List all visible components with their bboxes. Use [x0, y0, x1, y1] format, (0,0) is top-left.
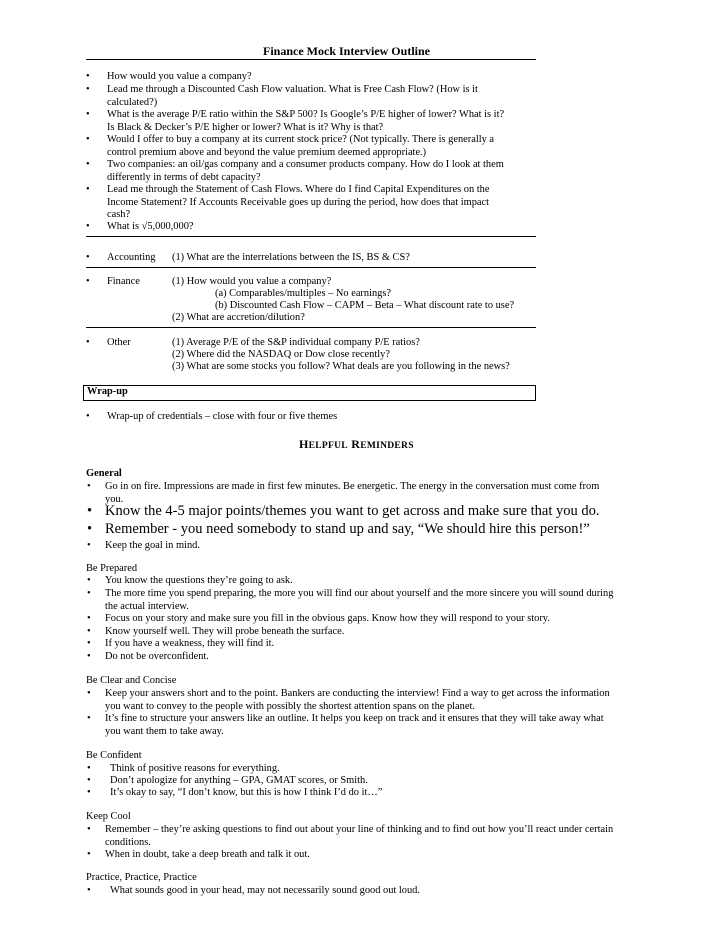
category-subitem: (a) Comparables/multiples – No earnings?: [215, 288, 392, 299]
wrapup-header-box: [83, 385, 536, 401]
category-text-accounting: (1) What are the interrelations between the IS, BS & CS?: [172, 252, 410, 263]
list-bullet: •: [86, 159, 90, 170]
title-underline: [86, 59, 536, 60]
question-item: How would you value a company?: [107, 71, 252, 82]
section-heading-prepared: Be Prepared: [86, 563, 138, 574]
wrapup-item: Wrap-up of credentials – close with four or five themes: [107, 411, 338, 422]
category-text-finance: (2) What are accretion/dilution?: [172, 312, 305, 323]
section-heading-practice: Practice, Practice, Practice: [86, 872, 197, 883]
list-bullet: •: [86, 109, 90, 120]
list-bullet: •: [86, 276, 90, 287]
section-heading-cool: Keep Cool: [86, 811, 131, 822]
reminder-item: When in doubt, take a deep breath and talk it out.: [105, 849, 310, 860]
list-bullet: •: [87, 540, 91, 551]
list-bullet: •: [86, 252, 90, 263]
list-bullet: •: [87, 503, 93, 519]
category-label-other: Other: [107, 337, 131, 348]
list-bullet: •: [86, 134, 90, 145]
list-bullet: •: [87, 521, 93, 537]
category-text-other: (2) Where did the NASDAQ or Dow close recently?: [172, 349, 390, 360]
list-bullet: •: [86, 184, 90, 195]
category-text-other: (1) Average P/E of the S&P individual company P/E ratios?: [172, 337, 420, 348]
category-text-finance: (1) How would you value a company?: [172, 276, 332, 287]
reminder-item: Go in on fire. Impressions are made in first few minutes. Be energetic. The energy in the conversation must come from you.: [105, 481, 600, 505]
list-bullet: •: [86, 84, 90, 95]
reminder-item: It’s okay to say, “I don’t know, but this is how I think I’d do it…”: [110, 787, 383, 798]
list-bullet: •: [87, 885, 91, 896]
list-bullet: •: [87, 481, 91, 492]
question-item: What is √5,000,000?: [107, 221, 194, 232]
section-heading-general: General: [86, 468, 122, 479]
reminder-item-emphasis: Remember - you need somebody to stand up and say, “We should hire this person!”: [105, 521, 590, 537]
question-item: Would I offer to buy a company at its current stock price? (Not typically. There is generally a control premium above and beyond the value premium deemed appropriate.): [107, 134, 495, 158]
question-item: Lead me through a Discounted Cash Flow valuation. What is Free Cash Flow? (How is it calculated?): [107, 84, 478, 108]
list-bullet: •: [87, 626, 91, 637]
category-subitem: (b) Discounted Cash Flow – CAPM – Beta – What discount rate to use?: [215, 300, 515, 311]
section-divider: [86, 327, 536, 328]
reminder-item: Keep the goal in mind.: [105, 540, 200, 551]
wrapup-heading: Wrap-up: [87, 386, 128, 397]
reminder-item: Keep your answers short and to the point. Bankers are conducting the interview! Find a way to get across the information you want to convey to the people with possibly the shortest attention spans on the planet.: [105, 688, 610, 712]
list-bullet: •: [87, 651, 91, 662]
list-bullet: •: [87, 588, 91, 599]
list-bullet: •: [87, 613, 91, 624]
reminder-item: Think of positive reasons for everything.: [110, 763, 280, 774]
question-item: What is the average P/E ratio within the S&P 500? Is Google’s P/E higher of lower? What is it? Is Black & Decker’s P/E higher or lower? What is it? Why is that?: [107, 109, 505, 133]
reminder-item: If you have a weakness, they will find it.: [105, 638, 275, 649]
list-bullet: •: [87, 787, 91, 798]
document-title: Finance Mock Interview Outline: [263, 44, 430, 58]
list-bullet: •: [87, 575, 91, 586]
reminder-item: Do not be overconfident.: [105, 651, 209, 662]
category-label-finance: Finance: [107, 276, 140, 287]
list-bullet: •: [87, 638, 91, 649]
question-item: Two companies: an oil/gas company and a consumer products company. How do I look at them differently in terms of debt capacity?: [107, 159, 504, 183]
list-bullet: •: [87, 849, 91, 860]
reminders-heading: HELPFUL REMINDERS: [299, 437, 414, 451]
list-bullet: •: [87, 775, 91, 786]
question-item: Lead me through the Statement of Cash Flows. Where do I find Capital Expenditures on the Income Statement? If Accounts Receivable goes up during the period, how does that impact cash?: [107, 184, 490, 220]
section-divider: [86, 267, 536, 268]
list-bullet: •: [86, 337, 90, 348]
list-bullet: •: [86, 221, 90, 232]
category-text-other: (3) What are some stocks you follow? What deals are you following in the news?: [172, 361, 510, 372]
list-bullet: •: [86, 71, 90, 82]
reminder-item: Know yourself well. They will probe beneath the surface.: [105, 626, 345, 637]
list-bullet: •: [87, 763, 91, 774]
list-bullet: •: [86, 411, 90, 422]
reminder-item: Focus on your story and make sure you fill in the obvious gaps. Know how they will respond to your story.: [105, 613, 550, 624]
reminder-item: What sounds good in your head, may not necessarily sound good out loud.: [110, 885, 420, 896]
reminder-item-emphasis: Know the 4-5 major points/themes you want to get across and make sure that you do.: [105, 503, 600, 519]
section-divider: [86, 236, 536, 237]
section-heading-clear: Be Clear and Concise: [86, 675, 177, 686]
reminder-item: It’s fine to structure your answers like an outline. It helps you keep on track and it ensures that they will take away what you want them to take away.: [105, 713, 604, 737]
list-bullet: •: [87, 713, 91, 724]
reminder-item: Remember – they’re asking questions to find out about your line of thinking and to find out how you’ll react under certain conditions.: [105, 824, 614, 848]
reminder-item: Don’t apologize for anything – GPA, GMAT scores, or Smith.: [110, 775, 368, 786]
reminder-item: The more time you spend preparing, the more you will find our about yourself and the more sincere you will sound during the actual interview.: [105, 588, 614, 612]
list-bullet: •: [87, 688, 91, 699]
reminder-item: You know the questions they’re going to ask.: [105, 575, 293, 586]
list-bullet: •: [87, 824, 91, 835]
category-label-accounting: Accounting: [107, 252, 156, 263]
section-heading-confident: Be Confident: [86, 750, 142, 761]
